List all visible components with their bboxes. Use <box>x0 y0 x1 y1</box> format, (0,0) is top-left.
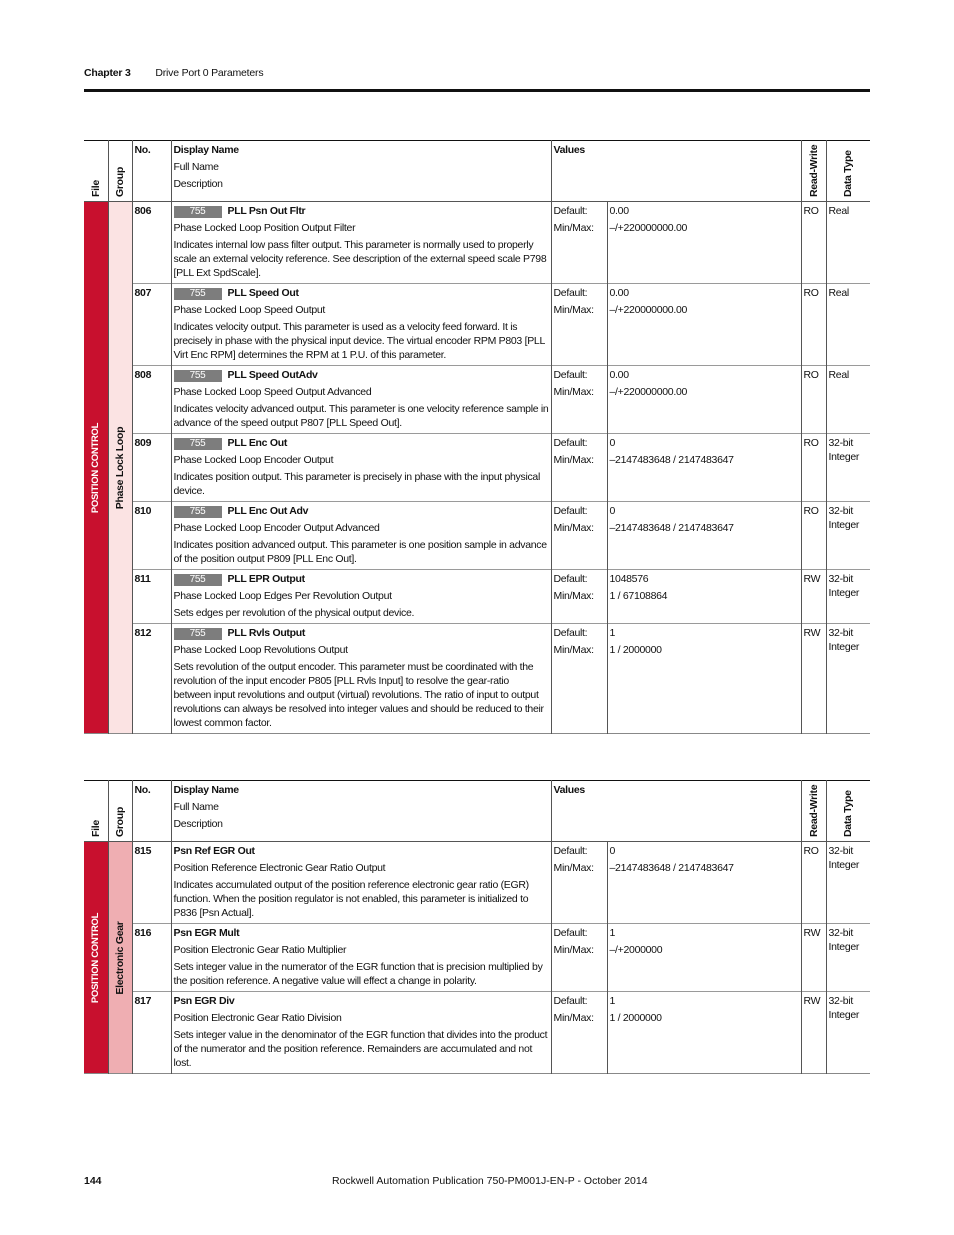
read-write: RW <box>801 992 826 1074</box>
col-values: Values <box>551 781 801 842</box>
drive-tag-755: 755 <box>174 574 222 586</box>
header-rule <box>84 89 870 92</box>
param-number: 809 <box>132 434 171 502</box>
value-values: 0.00 –/+220000000.00 <box>607 202 801 284</box>
col-no: No. <box>132 781 171 842</box>
param-number: 817 <box>132 992 171 1074</box>
value-values: 0 –2147483648 / 2147483647 <box>607 434 801 502</box>
param-names: Psn EGR Mult Position Electronic Gear Ratio Multiplier Sets integer value in the numerator of the EGR function that is precision multiplied by the position reference. A negative value will effect a change in polarity. <box>171 924 551 992</box>
read-write: RO <box>801 434 826 502</box>
param-names: Psn Ref EGR Out Position Reference Electronic Gear Ratio Output Indicates accumulated output of the position reference electronic gear ratio (EGR) function. When the position regulator is not enabled, this parameter is initialized to P836 [Psn Actual]. <box>171 842 551 924</box>
col-group: Group <box>108 141 132 202</box>
value-labels: Default: Min/Max: <box>551 924 607 992</box>
group-cell: Phase Lock Loop <box>108 202 132 734</box>
value-labels: Default: Min/Max: <box>551 570 607 624</box>
value-labels: Default: Min/Max: <box>551 624 607 734</box>
table-header-row <box>84 781 870 842</box>
value-labels: Default: Min/Max: <box>551 842 607 924</box>
value-labels: Default: Min/Max: <box>551 434 607 502</box>
value-values: 1048576 1 / 67108864 <box>607 570 801 624</box>
table-row <box>84 202 870 284</box>
col-no: No. <box>132 141 171 202</box>
read-write: RW <box>801 570 826 624</box>
file-cell: POSITION CONTROL <box>84 842 108 1074</box>
col-display-name: Display Name Full Name Description <box>171 141 551 202</box>
param-names: Psn EGR Div Position Electronic Gear Ratio Division Sets integer value in the denominator of the EGR function that divides into the product of the numerator and the position reference. Remainders are accumulated and not lost. <box>171 992 551 1074</box>
read-write: RO <box>801 502 826 570</box>
data-type: Real <box>826 202 870 284</box>
data-type: 32-bit Integer <box>826 570 870 624</box>
param-names: 755 PLL Rvls Output Phase Locked Loop Revolutions Output Sets revolution of the output encoder. This parameter must be coordinated with the revolution of the input encoder P805 [PLL Rvls Input] to resolve the gear-ratio between input revolutions and output (virtual) revolutions. The ratio of input to output revolutions can always be resolved into integer values and should be reduced to their lowest common factor. <box>171 624 551 734</box>
read-write: RW <box>801 624 826 734</box>
value-values: 1 –/+2000000 <box>607 924 801 992</box>
table-row <box>84 284 870 366</box>
read-write: RO <box>801 366 826 434</box>
value-values: 0 –2147483648 / 2147483647 <box>607 502 801 570</box>
value-labels: Default: Min/Max: <box>551 992 607 1074</box>
data-type: Real <box>826 366 870 434</box>
read-write: RO <box>801 842 826 924</box>
param-number: 806 <box>132 202 171 284</box>
table-row <box>84 434 870 502</box>
param-names: 755 PLL Enc Out Adv Phase Locked Loop Encoder Output Advanced Indicates position advanced output. This parameter is one position sample in advance of the position output P809 [PLL Enc Out]. <box>171 502 551 570</box>
param-names: 755 PLL Enc Out Phase Locked Loop Encoder Output Indicates position output. This parameter is precisely in phase with the input physical device. <box>171 434 551 502</box>
drive-tag-755: 755 <box>174 438 222 450</box>
param-number: 815 <box>132 842 171 924</box>
table-row <box>84 924 870 992</box>
col-file: File <box>89 180 102 197</box>
file-cell: POSITION CONTROL <box>84 202 108 734</box>
value-labels: Default: Min/Max: <box>551 284 607 366</box>
chapter-title: Drive Port 0 Parameters <box>155 67 264 79</box>
value-values: 0 –2147483648 / 2147483647 <box>607 842 801 924</box>
data-type: 32-bit Integer <box>826 924 870 992</box>
read-write: RW <box>801 924 826 992</box>
table-row <box>84 502 870 570</box>
param-names: 755 PLL EPR Output Phase Locked Loop Edges Per Revolution Output Sets edges per revolution of the physical output device. <box>171 570 551 624</box>
group-cell: Electronic Gear <box>108 842 132 1074</box>
param-names: 755 PLL Speed Out Phase Locked Loop Speed Output Indicates velocity output. This parameter is used as a velocity feed forward. It is precisely in phase with the physical input device. The virtual encoder RPM P803 [PLL Virt Enc RPM] determines the RPM at 1 P.U. of this parameter. <box>171 284 551 366</box>
data-type: 32-bit Integer <box>826 624 870 734</box>
chapter-label: Chapter 3 <box>84 67 131 79</box>
read-write: RO <box>801 284 826 366</box>
param-number: 811 <box>132 570 171 624</box>
param-names: 755 PLL Speed OutAdv Phase Locked Loop Speed Output Advanced Indicates velocity advanced output. This parameter is one velocity reference sample in advance of the speed output P807 [PLL Speed Out]. <box>171 366 551 434</box>
param-names: 755 PLL Psn Out Fltr Phase Locked Loop Position Output Filter Indicates internal low pass filter output. This parameter is normally used to properly scale an external velocity reference. See description of the external speed scale P798 [PLL Ext SpdScale]. <box>171 202 551 284</box>
col-data-type: Data Type <box>826 141 870 202</box>
page-number: 144 <box>84 1175 102 1187</box>
table-row <box>84 366 870 434</box>
parameter-table-electronic-gear <box>84 780 870 1074</box>
col-values: Values <box>551 141 801 202</box>
param-number: 808 <box>132 366 171 434</box>
value-labels: Default: Min/Max: <box>551 202 607 284</box>
col-file: File <box>89 820 102 837</box>
table-row <box>84 570 870 624</box>
value-values: 0.00 –/+220000000.00 <box>607 284 801 366</box>
data-type: 32-bit Integer <box>826 842 870 924</box>
drive-tag-755: 755 <box>174 370 222 382</box>
value-values: 1 1 / 2000000 <box>607 992 801 1074</box>
value-values: 1 1 / 2000000 <box>607 624 801 734</box>
publication-info: Rockwell Automation Publication 750-PM001J-EN-P - October 2014 <box>332 1175 648 1187</box>
col-group: Group <box>108 781 132 842</box>
page-header <box>84 67 263 79</box>
drive-tag-755: 755 <box>174 628 222 640</box>
value-labels: Default: Min/Max: <box>551 502 607 570</box>
col-display-name: Display Name Full Name Description <box>171 781 551 842</box>
drive-tag-755: 755 <box>174 506 222 518</box>
col-read-write: Read-Write <box>801 781 826 842</box>
param-number: 807 <box>132 284 171 366</box>
data-type: 32-bit Integer <box>826 502 870 570</box>
drive-tag-755: 755 <box>174 288 222 300</box>
data-type: 32-bit Integer <box>826 434 870 502</box>
data-type: Real <box>826 284 870 366</box>
param-number: 812 <box>132 624 171 734</box>
table-row <box>84 992 870 1074</box>
col-data-type: Data Type <box>826 781 870 842</box>
col-read-write: Read-Write <box>801 141 826 202</box>
read-write: RO <box>801 202 826 284</box>
value-labels: Default: Min/Max: <box>551 366 607 434</box>
data-type: 32-bit Integer <box>826 992 870 1074</box>
table-row <box>84 842 870 924</box>
parameter-table-pll <box>84 140 870 734</box>
param-number: 816 <box>132 924 171 992</box>
drive-tag-755: 755 <box>174 206 222 218</box>
table-header-row <box>84 141 870 202</box>
table-row <box>84 624 870 734</box>
value-values: 0.00 –/+220000000.00 <box>607 366 801 434</box>
param-number: 810 <box>132 502 171 570</box>
